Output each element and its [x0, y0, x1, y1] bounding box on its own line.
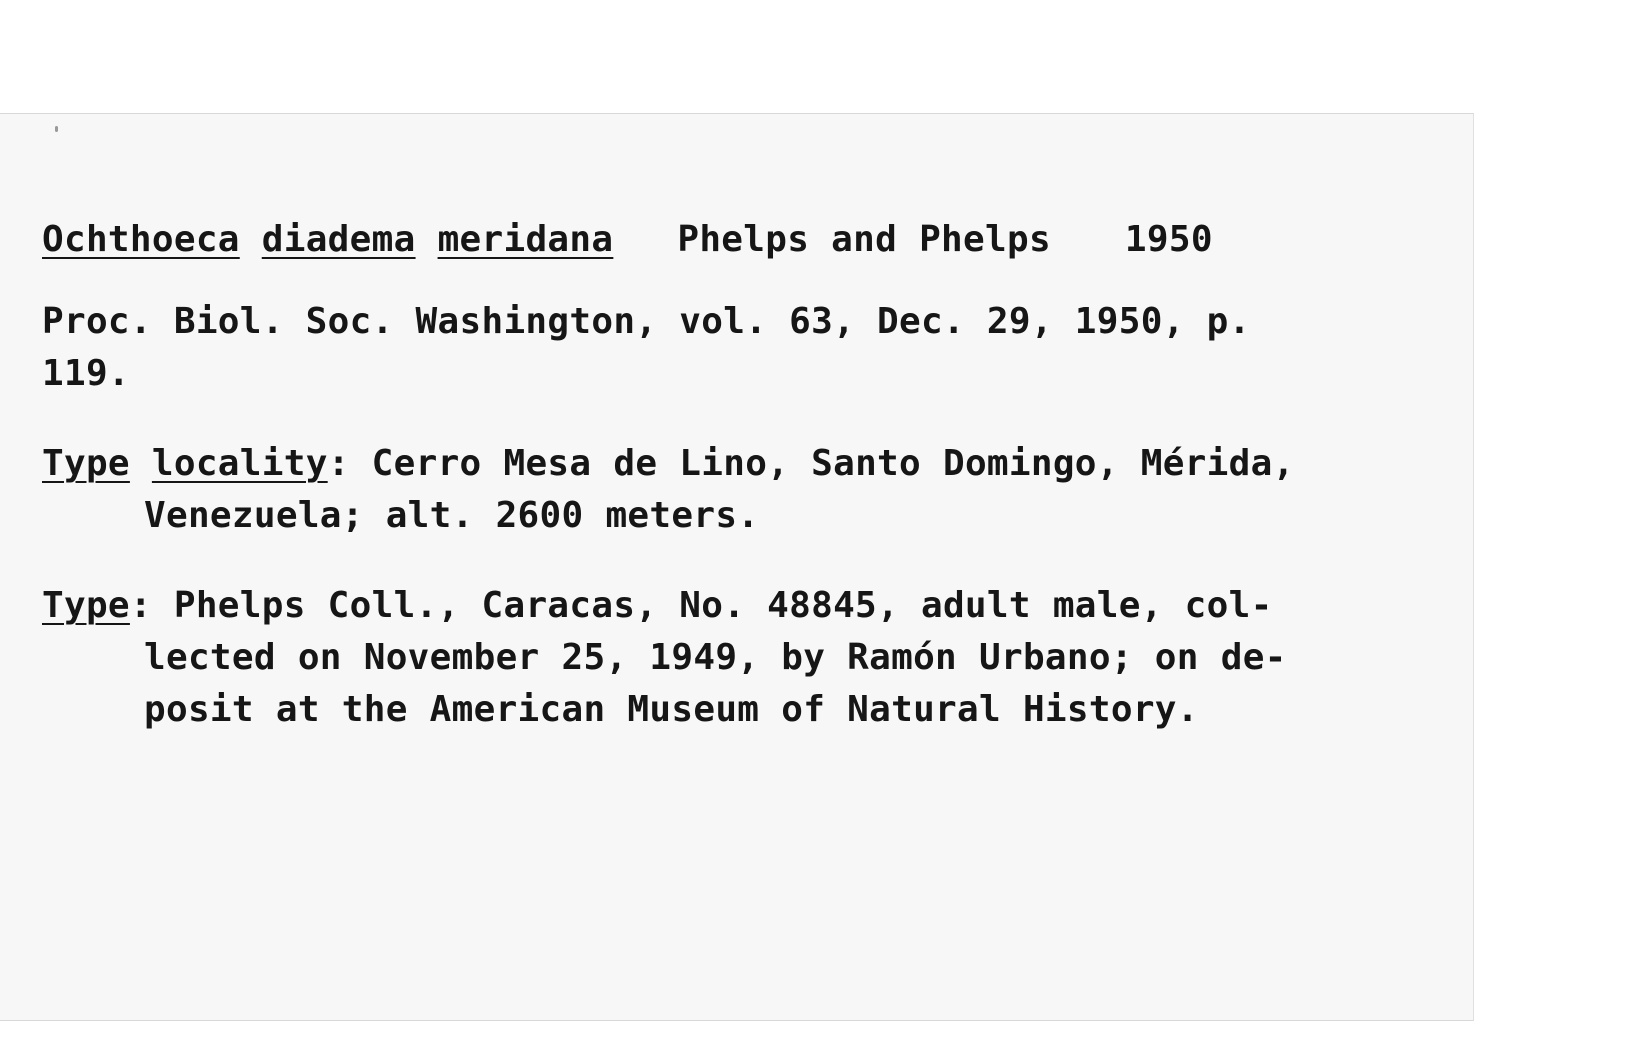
heading-line [42, 214, 1467, 266]
paper-speck [55, 126, 58, 132]
type-specimen-line-1 [42, 580, 1467, 632]
type-locality-text: Cerro Mesa de Lino, Santo Domingo, Mérida, [349, 443, 1295, 484]
subspecies-name: meridana [437, 219, 614, 260]
species-name: diadema [261, 219, 416, 260]
type-locality-label-type: Type [42, 443, 130, 484]
year: 1950 [1124, 219, 1213, 260]
type-locality-label-locality: locality [151, 443, 328, 484]
type-locality-line-1 [42, 438, 1467, 490]
card-text [42, 214, 1467, 736]
type-specimen-line-2: lected on November 25, 1949, by Ramón Urbano; on de- [144, 637, 1287, 678]
citation-line-1: Proc. Biol. Soc. Washington, vol. 63, Dec. 29, 1950, p. [42, 301, 1251, 342]
citation-line-2: 119. [42, 353, 130, 394]
type-locality-separator: : [327, 443, 350, 484]
genus-name: Ochthoeca [42, 219, 240, 260]
index-card [0, 113, 1474, 1021]
type-specimen-separator: : [129, 585, 152, 626]
type-specimen-text: Phelps Coll., Caracas, No. 48845, adult male, col- [151, 585, 1273, 626]
type-specimen-line-3: posit at the American Museum of Natural History. [144, 689, 1199, 730]
authors: Phelps and Phelps [677, 219, 1051, 260]
type-locality-line-2: Venezuela; alt. 2600 meters. [144, 495, 760, 536]
type-specimen-label: Type [42, 585, 130, 626]
